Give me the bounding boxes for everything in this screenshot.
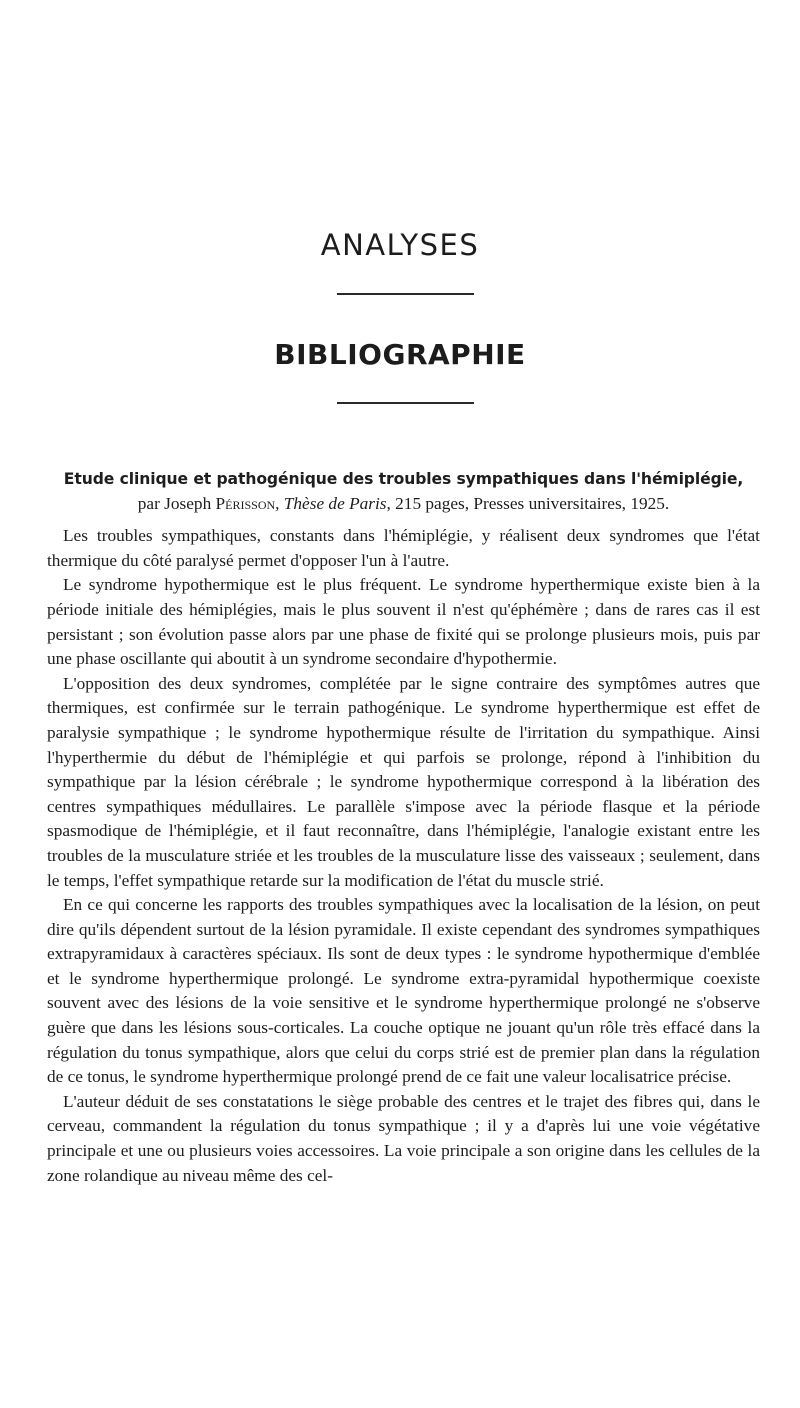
paragraph: En ce qui concerne les rapports des troubles sympathiques avec la localisation de la lésion, on peut dire qu'ils dépendent surtout de la lésion pyramidale. Il existe cependant des syndromes sympathiques extrapyramidaux à caractères spéciaux. Ils sont de deux types : le syndrome hypothermique d'emblée et le syndrome hyperthermique prolongé. Le syndrome extra-pyramidal hypothermique coexiste souvent avec des lésions de la voie sensitive et le syndrome hyperthermique prolongé ne s'observe guère que dans les lésions sous-corticales. La couche optique ne jouant qu'un rôle très effacé dans la régulation du tonus sympathique, alors que celui du corps strié est de premier plan dans la régulation de ce tonus, le syndrome hyperthermique prolongé prend de ce fait une valeur localisatrice précise. [47, 895, 760, 1087]
paragraph: Le syndrome hypothermique est le plus fréquent. Le syndrome hyperthermique existe bien à la période initiale des hémiplégies, mais le plus souvent il n'est qu'éphémère ; dans de rares cas il est persistant ; son évolution passe alors par une phase de fixité qui se prolonge plusieurs mois, puis par une phase oscillante qui aboutit à un syndrome secondaire d'hypothermie. [47, 575, 760, 669]
divider-rule [337, 293, 474, 295]
subsection-title: BIBLIOGRAPHIE [274, 338, 526, 371]
divider-rule [337, 402, 474, 404]
byline-thesis: Thèse de Paris [283, 493, 387, 513]
paragraph: Les troubles sympathiques, constants dans l'hémiplégie, y réalisent deux syndromes que l'état thermique du côté paralysé permet d'opposer l'un à l'autre. [47, 526, 760, 570]
section-title: ANALYSES [320, 228, 480, 262]
byline-sep: , [275, 493, 284, 513]
article-byline [47, 492, 760, 517]
paragraph: L'opposition des deux syndromes, complétée par le signe contraire des symptômes autres que thermiques, est confirmée sur le terrain pathogénique. Le syndrome hyperthermique est effet de paralysie sympathique ; le syndrome hypothermique résulte de l'irritation du sympathique. Ainsi l'hyperthermie du début de l'hémiplégie et qui parfois se prolonge, répond à l'inhibition du sympathique par la lésion cérébrale ; le syndrome hypothermique correspond à la libération des centres sympathiques médullaires. Le parallèle s'impose avec la période flasque et la période spasmodique de l'hémiplégie, et il faut reconnaître, dans l'hémiplégie, l'analogie existant entre les troubles de la musculature striée et les troubles de la musculature lisse des vaisseaux ; seulement, dans le temps, l'effet sympathique retarde sur la modification de l'état du muscle strié. [47, 673, 760, 890]
byline-prefix: par Joseph [137, 493, 216, 513]
article [47, 467, 760, 1188]
paragraph: L'auteur déduit de ses constatations le siège probable des centres et le trajet des fibres qui, dans le cerveau, commandent la régulation du tonus sympathique ; il y a d'après lui une voie végétative principale et une ou plusieurs voies accessoires. La voie principale a son origine dans les cellules de la zone rolandique au niveau même des cel- [47, 1091, 760, 1185]
byline-rest: , 215 pages, Presses universitaires, 1925. [386, 493, 670, 513]
byline-author: Périsson [215, 493, 276, 513]
article-title: Etude clinique et pathogénique des troubles sympathiques dans l'hémiplégie, [63, 470, 744, 488]
